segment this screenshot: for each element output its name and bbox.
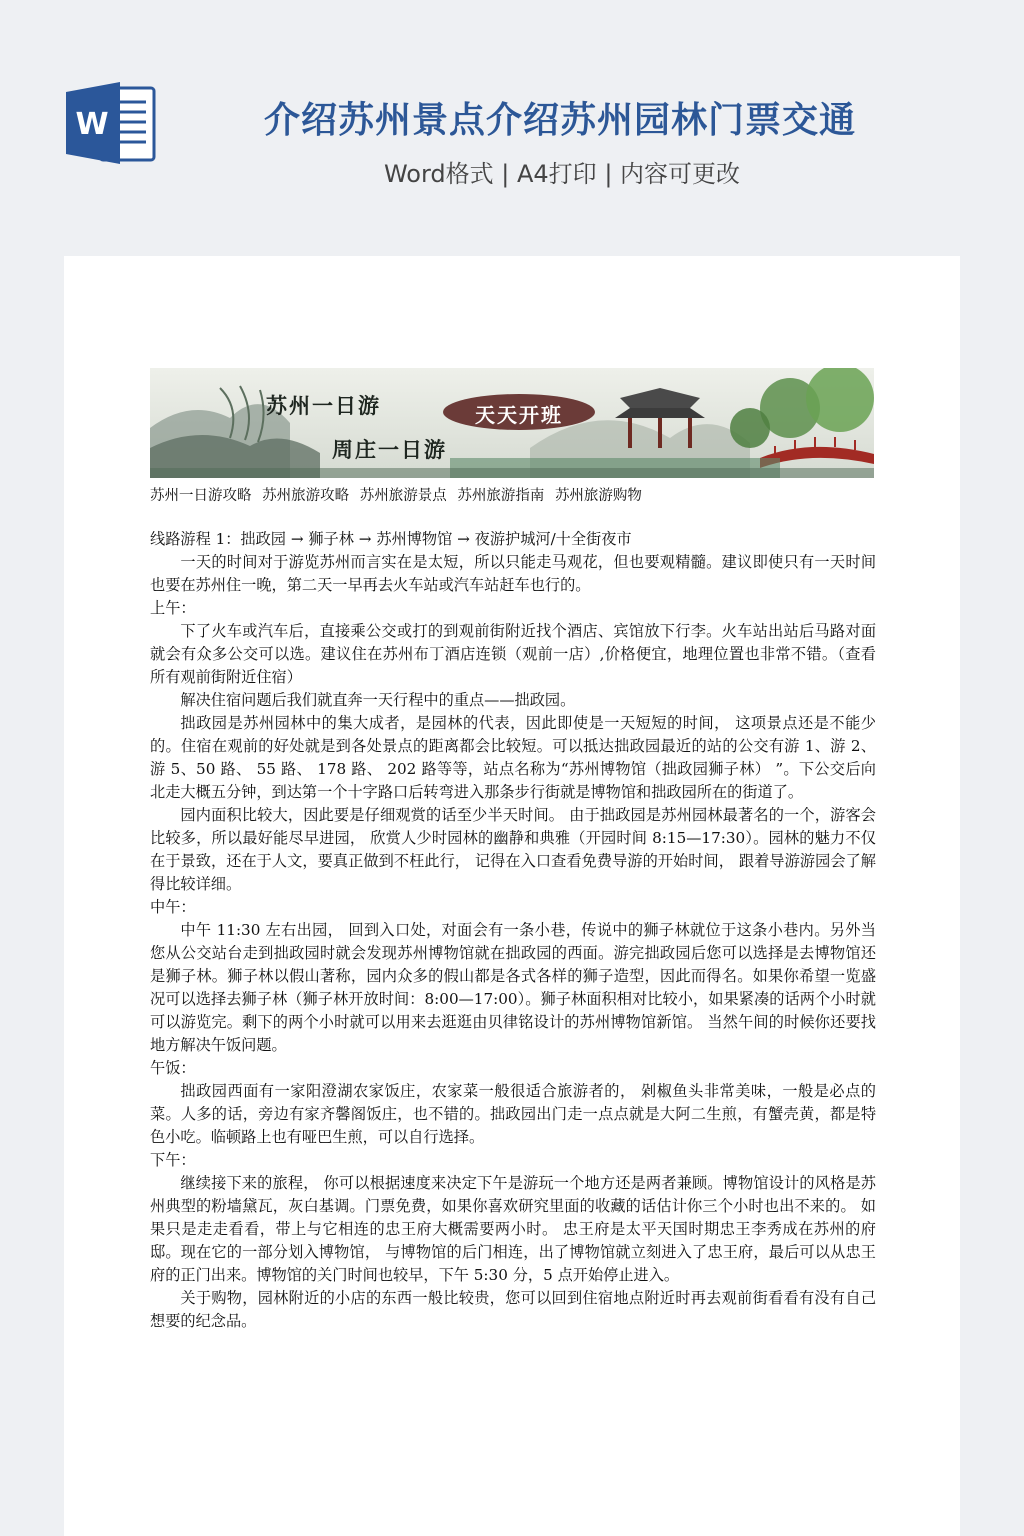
paragraph: 下了火车或汽车后，直接乘公交或打的到观前街附近找个酒店、宾馆放下行李。火车站出站后马路对面就会有众多公交可以选。建议住在苏州布丁酒店连锁（观前一店）,价格便宜，地理位置也非常不错。（查看所有观前街附近住宿） xyxy=(150,622,876,686)
paragraph: 关于购物，园林附近的小店的东西一般比较贵，您可以回到住宿地点附近时再去观前街看看有没有自己想要的纪念品。 xyxy=(150,1289,876,1330)
section-heading-noon: 中午： xyxy=(150,898,196,916)
svg-text:W: W xyxy=(75,107,109,142)
section-heading-afternoon: 下午： xyxy=(150,1151,196,1169)
paragraph: 一天的时间对于游览苏州而言实在是太短，所以只能走马观花，但也要观精髓。建议即使只有一天时间也要在苏州住一晚，第二天一早再去火车站或汽车站赶车也行的。 xyxy=(150,553,876,594)
tag-item[interactable]: 苏州旅游购物 xyxy=(554,488,642,504)
tag-item[interactable]: 苏州旅游景点 xyxy=(359,488,447,504)
tag-item[interactable]: 苏州旅游指南 xyxy=(457,488,545,504)
section-heading-lunch: 午饭： xyxy=(150,1059,196,1077)
document-header xyxy=(0,0,1024,256)
tag-item[interactable]: 苏州一日游攻略 xyxy=(150,488,252,504)
banner-badge: 天天开班 xyxy=(475,403,563,427)
document-title: 介绍苏州景点介绍苏州园林门票交通 xyxy=(263,100,856,141)
paragraph: 解决住宿问题后我们就直奔一天行程中的重点——拙政园。 xyxy=(180,691,576,709)
document-page xyxy=(64,256,960,1536)
banner-image xyxy=(150,368,874,478)
paragraph: 拙政园西面有一家阳澄湖农家饭庄，农家菜一般很适合旅游者的， 剁椒鱼头非常美味，一般是必点的菜。人多的话，旁边有家齐馨阁饭庄，也不错的。拙政园出门走一点点就是大阿二生煎，有蟹壳黄，都是特色小吃。临顿路上也有哑巴生煎，可以自行选择。 xyxy=(150,1082,876,1146)
section-heading-morning: 上午： xyxy=(150,599,196,617)
tag-list xyxy=(150,484,890,505)
document-subtitle: Word格式 | A4打印 | 内容可更改 xyxy=(383,160,741,188)
banner-line1: 苏州一日游 xyxy=(266,394,381,418)
route-line: 线路游程 1：拙政园 → 狮子林 → 苏州博物馆 → 夜游护城河/十全街夜市 xyxy=(150,530,632,548)
paragraph: 拙政园是苏州园林中的集大成者，是园林的代表，因此即使是一天短短的时间， 这项景点还是不能少的。住宿在观前的好处就是到各处景点的距离都会比较短。可以抵达拙政园最近的站的公交有游 1、游 2、游 5、50 路、 55 路、 178 路、 202 路等等，站点名称为“苏州博物馆（拙政园狮子林） ”。下公交后向北走大概五分钟，到达第一个十字路口后转弯进入那条步行街就是博物馆和拙政园所在的街道了。 xyxy=(150,714,876,801)
paragraph: 中午 11:30 左右出园， 回到入口处，对面会有一条小巷，传说中的狮子林就位于这条小巷内。另外当您从公交站台走到拙政园时就会发现苏州博物馆就在拙政园的西面。游完拙政园后您可以选择是去博物馆还是狮子林。狮子林以假山著称，园内众多的假山都是各式各样的狮子造型，因此而得名。如果你希望一览盛况可以选择去狮子林（狮子林开放时间：8:00—17:00）。狮子林面积相对比较小，如果紧凑的话两个小时就可以游览完。剩下的两个小时就可以用来去逛逛由贝律铭设计的苏州博物馆新馆。 当然午间的时候你还要找地方解决午饭问题。 xyxy=(150,921,876,1054)
paragraph: 园内面积比较大，因此要是仔细观赏的话至少半天时间。 由于拙政园是苏州园林最著名的一个，游客会比较多，所以最好能尽早进园， 欣赏人少时园林的幽静和典雅（开园时间 8:15—17:30）。园林的魅力不仅在于景致，还在于人文，要真正做到不枉此行， 记得在入口查看免费导游的开始时间， 跟着导游游园会了解得比较详细。 xyxy=(150,806,876,893)
paragraph: 继续接下来的旅程， 你可以根据速度来决定下午是游玩一个地方还是两者兼顾。博物馆设计的风格是苏州典型的粉墙黛瓦，灰白基调。门票免费，如果你喜欢研究里面的收藏的话估计你三个小时也出不来的。 如果只是走走看看，带上与它相连的忠王府大概需要两小时。 忠王府是太平天国时期忠王李秀成在苏州的府邸。现在它的一部分划入博物馆， 与博物馆的后门相连，出了博物馆就立刻进入了忠王府，最后可以从忠王府的正门出来。博物馆的关门时间也较早，下午 5:30 分，5 点开始停止进入。 xyxy=(150,1174,876,1284)
word-doc-icon xyxy=(64,82,158,164)
tag-item[interactable]: 苏州旅游攻略 xyxy=(262,488,350,504)
article-body xyxy=(150,528,876,1333)
banner-line2: 周庄一日游 xyxy=(332,438,447,462)
